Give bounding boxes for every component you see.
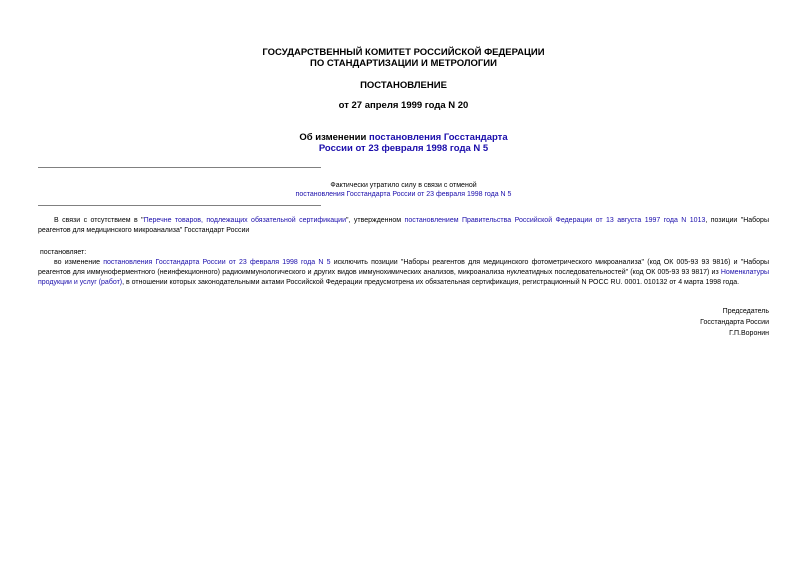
signature-block bbox=[469, 306, 769, 339]
committee-line-2: ПО СТАНДАРТИЗАЦИИ И МЕТРОЛОГИИ bbox=[310, 58, 497, 69]
subject-prefix: Об изменении bbox=[299, 132, 369, 143]
preamble-text-1: В связи с отсутствием в " bbox=[54, 217, 144, 224]
decree-link-resolution[interactable]: постановления Госстандарта России от 23 февраля 1998 года N 5 bbox=[103, 259, 331, 266]
decree-text-2: исключить позиции "Наборы реагентов для медицинского фотометрического микроанализа" (код ОК 005-93 93 9816) и "Наборы реагентов для иммуноферментного (неинфекционного) радиоиммунологического и других видов иммунохимических анализов, микроанализа нуклеатидных последовательностей" (код ОК 005-93 93 9817) из bbox=[38, 259, 769, 276]
decree-text-3: , в отношении которых законодательными актами Российской Федерации предусмотрена их обязательная сертификация, регистрационный N РОСС RU. 0001. 010132 от 4 марта 1998 года. bbox=[122, 279, 740, 286]
committee-line-1: ГОСУДАРСТВЕННЫЙ КОМИТЕТ РОССИЙСКОЙ ФЕДЕРАЦИИ bbox=[262, 47, 545, 58]
preamble-paragraph bbox=[38, 216, 769, 236]
document-type: ПОСТАНОВЛЕНИЕ bbox=[360, 80, 447, 91]
decree-paragraph bbox=[38, 258, 769, 288]
subject-link-part-2[interactable]: России от 23 февраля 1998 года N 5 bbox=[318, 143, 489, 154]
subject-link-part-1[interactable]: постановления Госстандарта bbox=[369, 132, 508, 143]
document-date: от 27 апреля 1999 года N 20 bbox=[338, 100, 469, 111]
preamble-text-2: ", утвержденном bbox=[346, 217, 405, 224]
decree-link-nomenclature[interactable]: Номенклатуры продукции и услуг (работ) bbox=[38, 269, 769, 286]
signature-org: Госстандарта России bbox=[700, 319, 769, 326]
divider-top bbox=[38, 167, 321, 168]
status-note bbox=[38, 181, 769, 199]
preamble-link-resolution[interactable]: постановлением Правительства Российской Федерации от 13 августа 1997 года N 1013 bbox=[404, 217, 706, 224]
signature-position: Председатель bbox=[722, 308, 769, 315]
preamble-text-3: , позиции "Наборы реагентов для медицинского микроанализа" Госстандарт России bbox=[38, 217, 769, 234]
status-link[interactable]: постановления Госстандарта России от 23 февраля 1998 года N 5 bbox=[295, 191, 512, 198]
preamble-link-list[interactable]: Перечне товаров, подлежащих обязательной сертификации bbox=[143, 217, 347, 224]
signature-name: Г.П.Воронин bbox=[729, 330, 769, 337]
status-text: Фактически утратило силу в связи с отменой bbox=[330, 182, 477, 189]
committee-title bbox=[38, 47, 769, 69]
document-subject bbox=[38, 132, 769, 154]
divider-bottom bbox=[38, 205, 321, 206]
decree-text-1: во изменение bbox=[54, 259, 104, 266]
decree-word: постановляет: bbox=[40, 249, 87, 256]
